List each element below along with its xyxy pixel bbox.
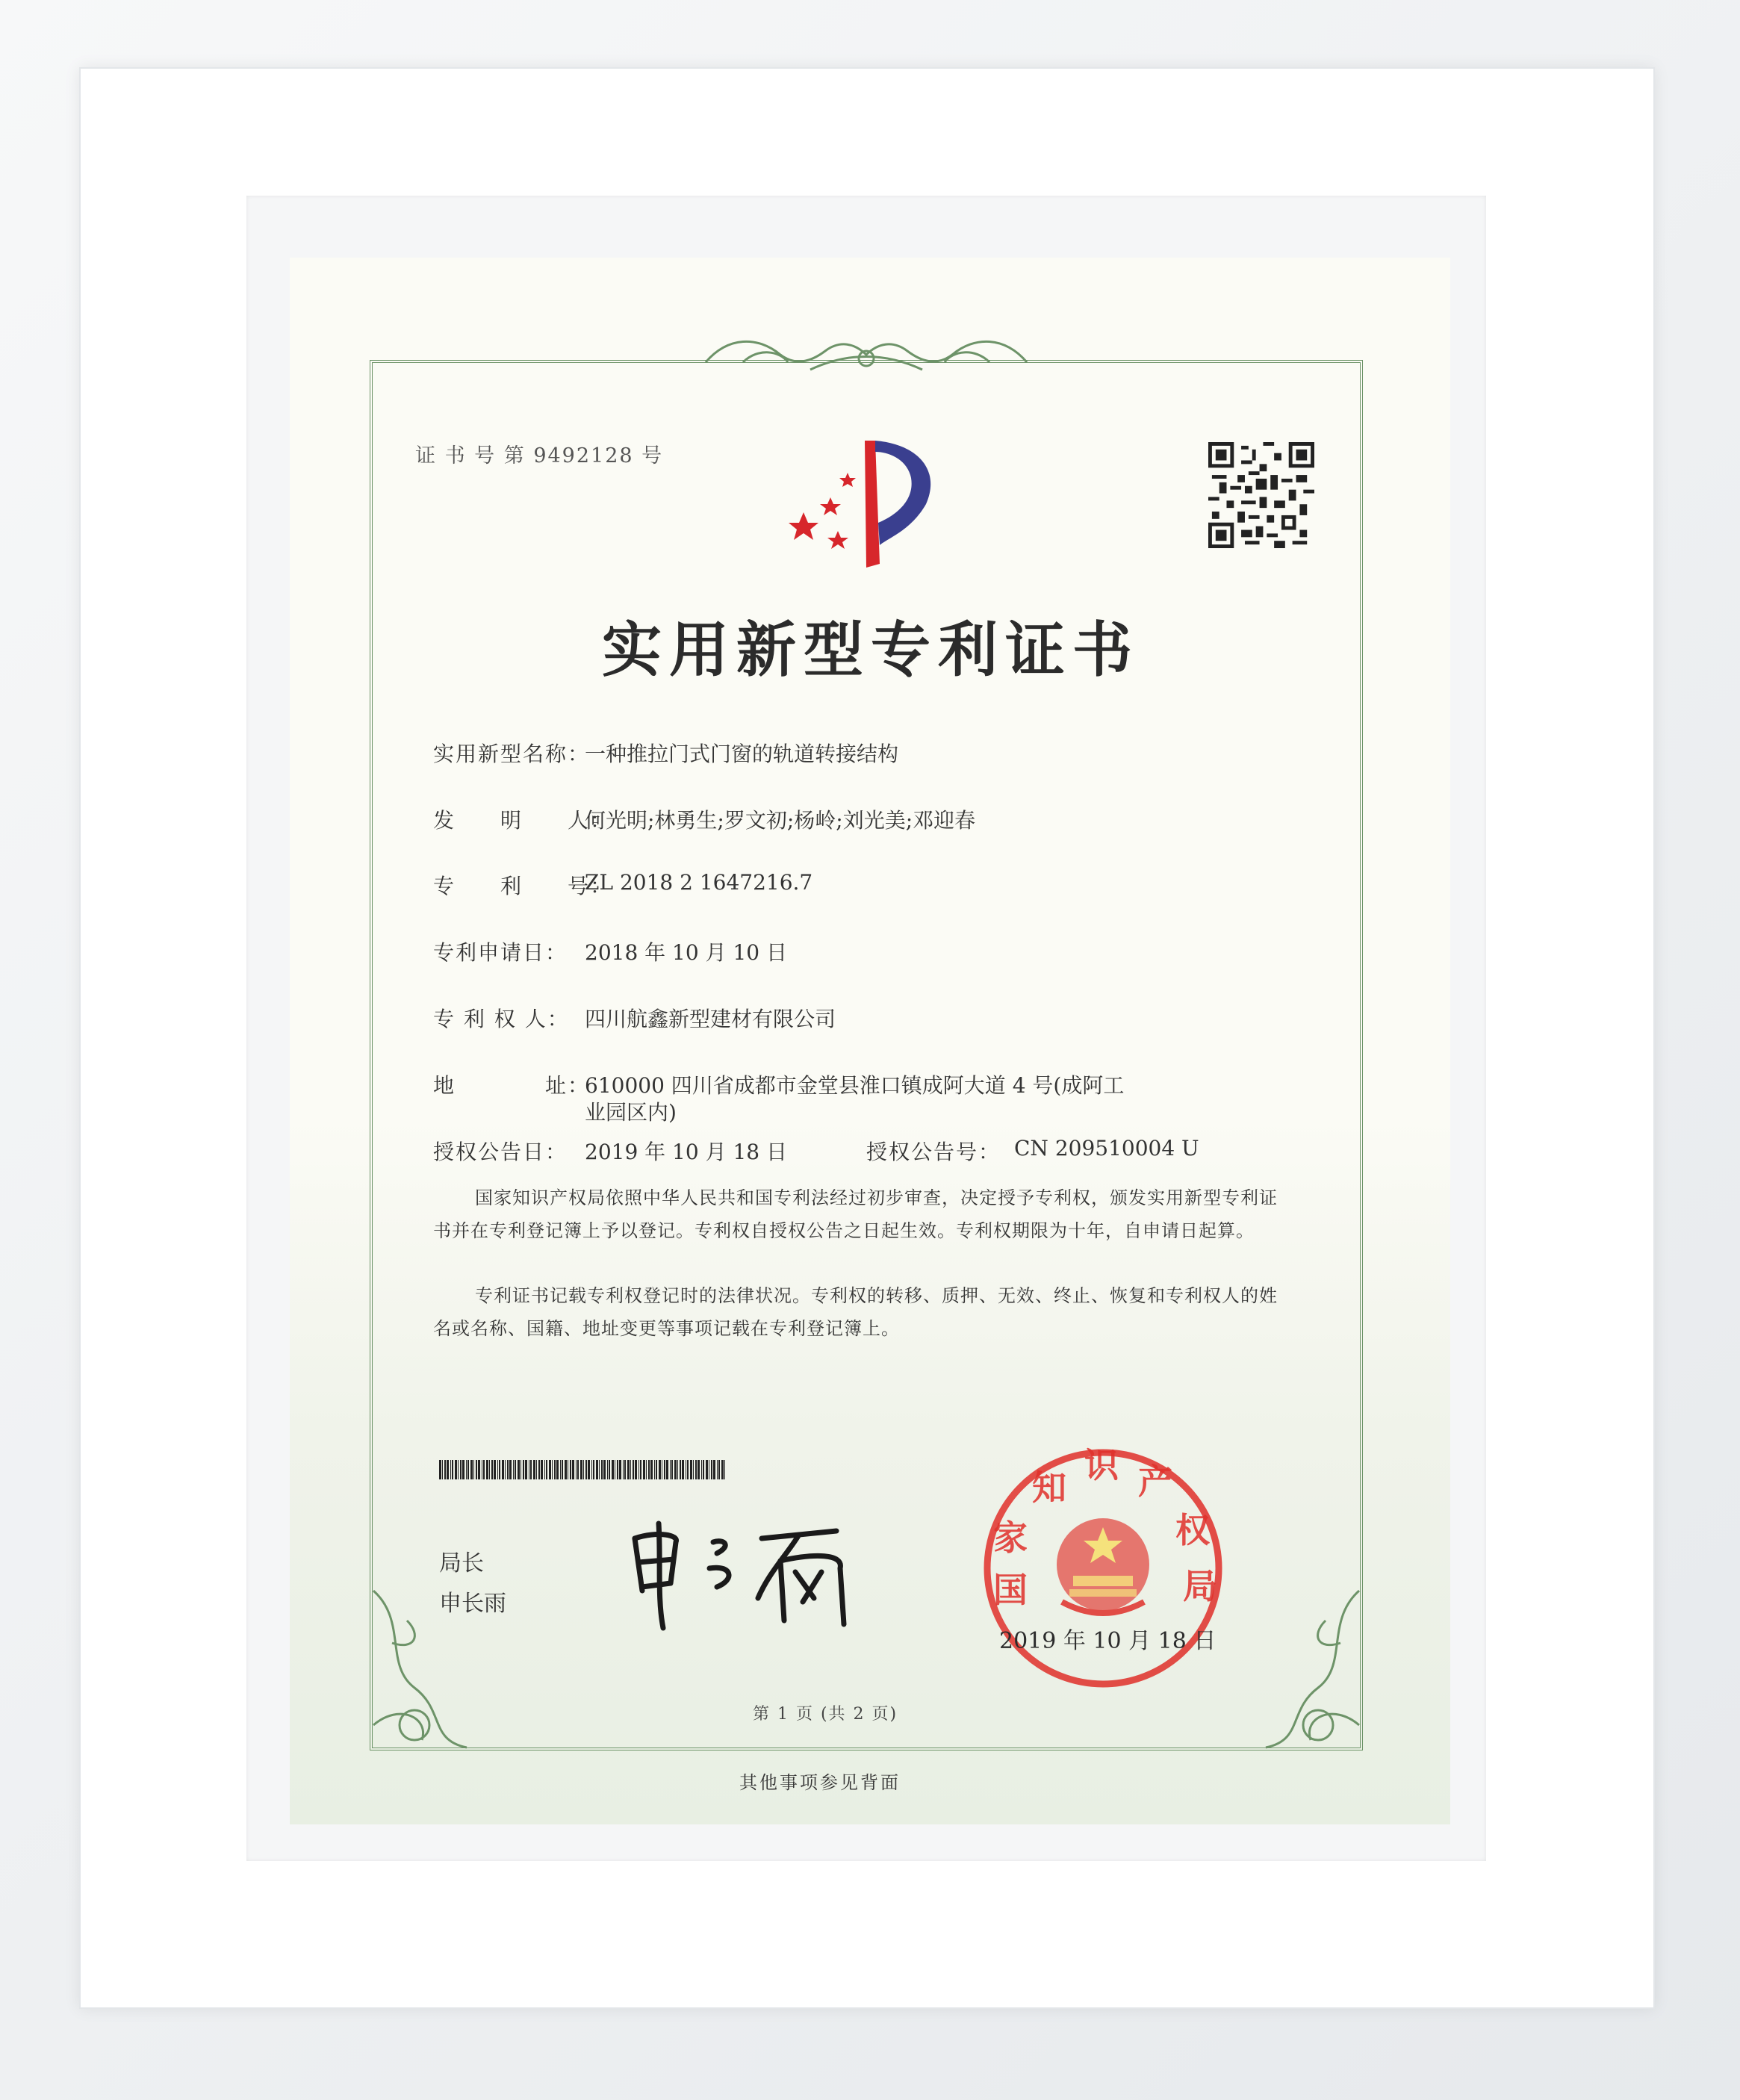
name-label: 实用新型名称： (433, 742, 591, 766)
director-title: 局长 (439, 1550, 484, 1576)
address-line-2: 业园区内) (585, 1100, 677, 1125)
name-value: 一种推拉门式门窗的轨道转接结构 (585, 742, 899, 766)
grant-number-value: CN 209510004 U (1014, 1136, 1199, 1161)
signature-image (620, 1509, 874, 1635)
address-line-1: 610000 四川省成都市金堂县淮口镇成阿大道 4 号(成阿工 (585, 1073, 1125, 1098)
qr-code-icon (1208, 442, 1314, 548)
statement-paragraph-2: 专利证书记载专利权登记时的法律状况。专利权的转移、质押、无效、终止、恢复和专利权人的姓名或名称、国籍、地址变更等事项记载在专利登记簿上。 (433, 1285, 1278, 1339)
apply-date-value: 2018 年 10 月 10 日 (585, 940, 788, 965)
official-seal-icon (972, 1441, 1234, 1695)
patent-logo-icon (777, 433, 956, 575)
statement-paragraph-1: 国家知识产权局依照中华人民共和国专利法经过初步审查，决定授予专利权，颁发实用新型专利证书并在专利登记簿上予以登记。专利权自授权公告之日起生效。专利权期限为十年，自申请日起算。 (433, 1187, 1278, 1241)
svg-text:国 家 知 识 产: 国 家 知 识 产 权 局 (993, 1445, 1217, 1610)
seal-date: 2019 年 10 月 18 日 (999, 1628, 1217, 1654)
address-label: 地 址： (433, 1073, 591, 1098)
top-ornament-icon (698, 329, 1034, 381)
patent-number-label: 专 利 号： (433, 874, 613, 898)
grant-date-value: 2019 年 10 月 18 日 (585, 1140, 788, 1164)
barcode-icon (439, 1460, 727, 1479)
back-note: 其他事项参见背面 (739, 1772, 901, 1793)
inventor-value: 何光明;林勇生;罗文初;杨岭;刘光美;邓迎春 (585, 808, 976, 833)
grant-date-label: 授权公告日： (433, 1140, 568, 1164)
patent-number-value: ZL 2018 2 1647216.7 (585, 870, 813, 895)
certificate-title: 实用新型专利证书 (602, 615, 1140, 685)
apply-date-label: 专利申请日： (433, 940, 568, 965)
certificate-number: 证 书 号 第 9492128 号 (415, 444, 664, 467)
grant-number-label: 授权公告号： (866, 1140, 1001, 1164)
bottom-right-ornament-icon (1236, 1576, 1370, 1755)
director-name: 申长雨 (439, 1591, 506, 1617)
owner-label: 专 利 权 人： (433, 1007, 570, 1031)
owner-value: 四川航鑫新型建材有限公司 (585, 1007, 836, 1031)
page-info: 第 1 页 (共 2 页) (753, 1705, 898, 1724)
inventor-label: 发 明 人： (433, 808, 613, 833)
